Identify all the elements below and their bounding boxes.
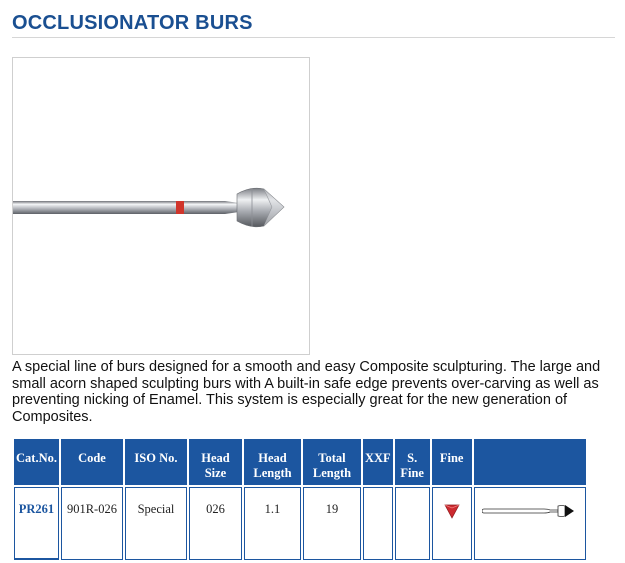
cell-iso-no: Special [125, 487, 187, 560]
cell-total-length: 19 [303, 487, 361, 560]
header-head-size: Head Size [189, 439, 242, 485]
header-code: Code [61, 439, 123, 485]
bur-outline-icon [482, 502, 578, 520]
specification-table [12, 437, 588, 562]
table-header-row [14, 439, 586, 485]
cell-fine [432, 487, 472, 560]
page-title: OCCLUSIONATOR BURS [12, 12, 253, 34]
product-image [12, 57, 310, 355]
header-total-length: Total Length [303, 439, 361, 485]
occlusionator-bur-photo [13, 58, 309, 354]
title-divider [12, 37, 615, 38]
table-row [14, 487, 586, 560]
cell-bur-image [474, 487, 586, 560]
header-xxf: XXF [363, 439, 393, 485]
product-description: A special line of burs designed for a smooth and easy Composite sculpturing. The large and small acorn shaped sculpting burs with A built-in safe edge prevents over-carving as well as preventing nicking of Enamel. This system is especially great for the new generation of Composites. [12, 359, 601, 425]
header-iso-no: ISO No. [125, 439, 187, 485]
cell-head-size: 026 [189, 487, 242, 560]
cell-head-length: 1.1 [244, 487, 301, 560]
header-cat-no: Cat.No. [14, 439, 59, 485]
header-fine: Fine [432, 439, 472, 485]
red-diamond-icon [443, 502, 461, 520]
header-s-fine: S. Fine [395, 439, 430, 485]
header-image [474, 439, 586, 485]
cell-xxf [363, 487, 393, 560]
cell-cat-no[interactable]: PR261 [14, 487, 59, 560]
cell-s-fine [395, 487, 430, 560]
cell-code: 901R-026 [61, 487, 123, 560]
header-head-length: Head Length [244, 439, 301, 485]
